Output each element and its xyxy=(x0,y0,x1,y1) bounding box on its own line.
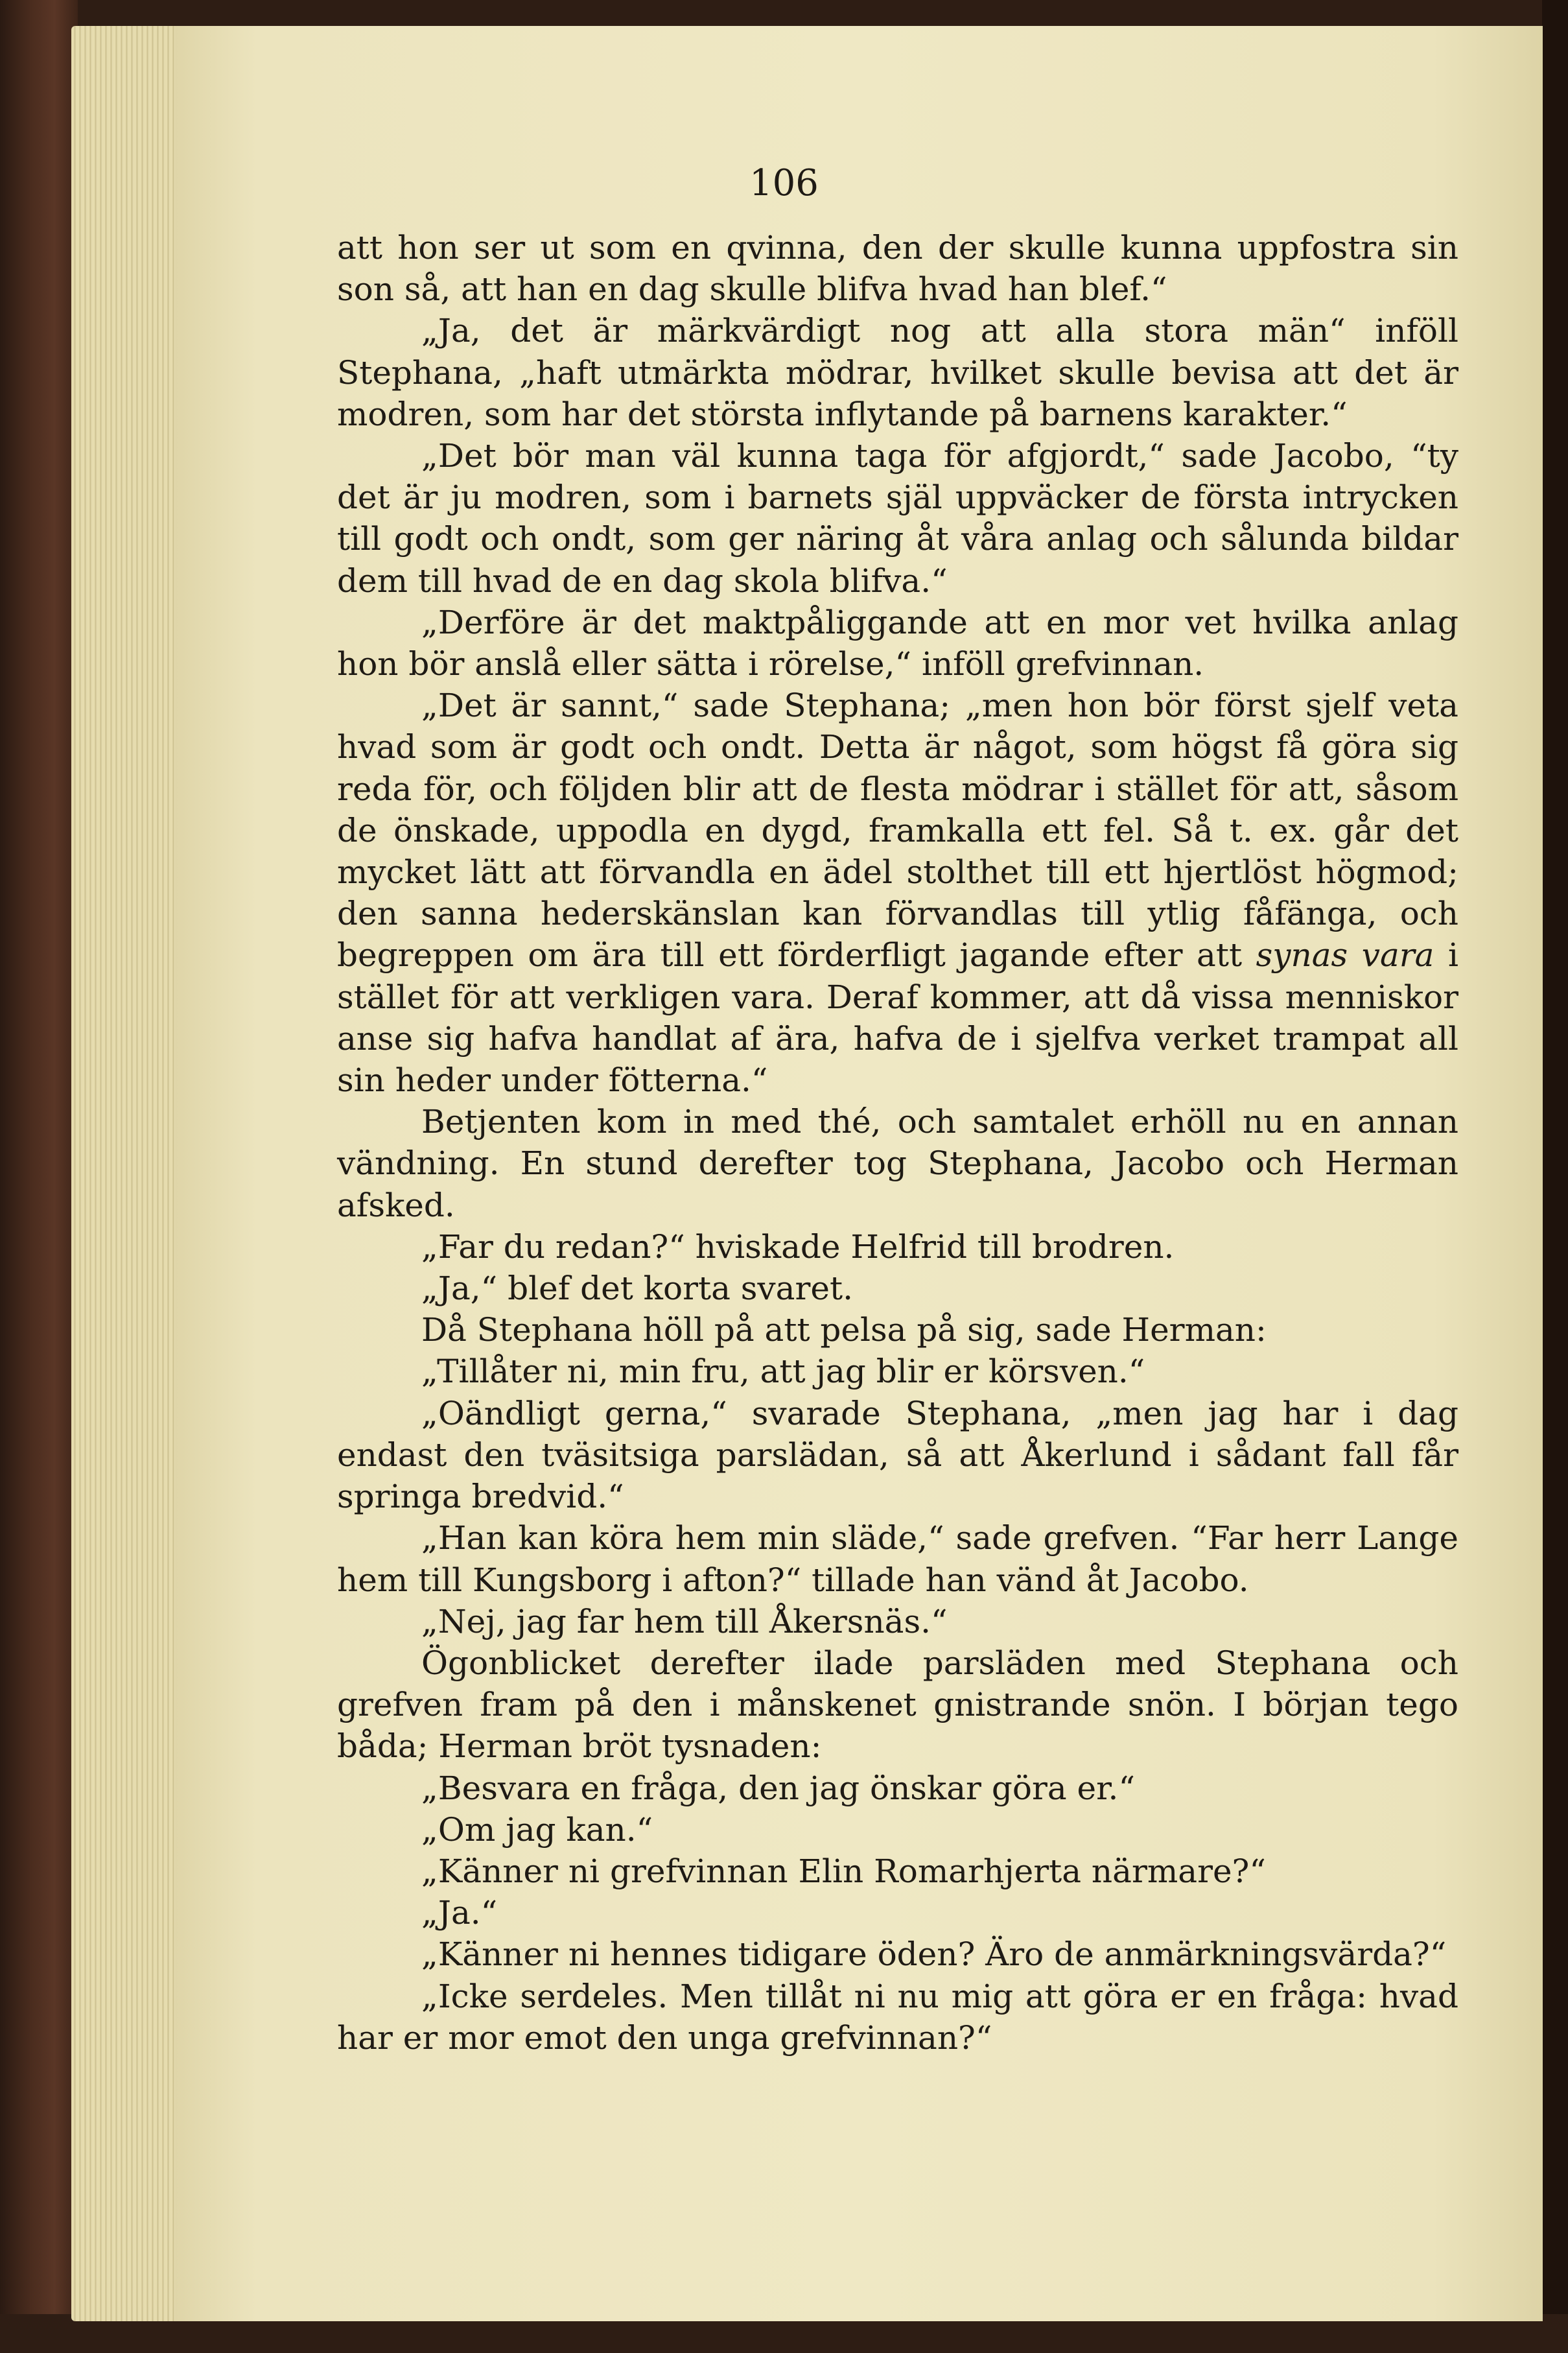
paragraph: „Nej, jag far hem till Åkersnäs.“ xyxy=(421,1602,948,1640)
paragraph: „Icke serdeles. Men tillåt ni nu mig att göra er en fråga: hvad har er mor emot den unga grefvinnan?“ xyxy=(337,1977,1458,2057)
paragraph: att hon ser ut som en qvinna, den der skulle kunna uppfostra sin son så, att han en dag skulle blifva hvad han blef.“ xyxy=(337,229,1458,309)
paragraph: „Tillåter ni, min fru, att jag blir er körsven.“ xyxy=(421,1353,1145,1391)
paragraph: „Känner ni hennes tidigare öden? Äro de anmärkningsvärda?“ xyxy=(421,1935,1447,1974)
paragraph: „Känner ni grefvinnan Elin Romarhjerta närmare?“ xyxy=(421,1852,1266,1890)
paragraph: „Ja,“ blef det korta svaret. xyxy=(421,1270,853,1308)
paragraph: „Det är sannt,“ sade Stephana; „men hon bör först sjelf veta hvad som är godt och ondt. Detta är något, som högst få göra sig reda för, och följden blir att de flesta mödrar i stället för att, såsom de önskade, uppodla en dygd, framkalla ett fel. Så t. ex. går det mycket lätt att förvandla en ädel stolthet till ett hjertlöst högmod; den sanna hederskänslan kan förvandlas till ytlig fåfänga, och begreppen om ära till ett förderfligt jagande efter att synas vara i stället för att verkligen vara. Deraf kommer, att då vissa menniskor anse sig hafva handlat af ära, hafva de i sjelfva verket trampat all sin heder under fötterna.“ xyxy=(337,687,1458,1100)
page-text xyxy=(337,227,1458,2059)
paragraph: Ögonblicket derefter ilade parsläden med Stephana och grefven fram på den i månskenet gnistrande snön. I början tego båda; Herman bröt tysnaden: xyxy=(337,1644,1458,1766)
paragraph: „Om jag kan.“ xyxy=(421,1810,653,1849)
paragraph: „Besvara en fråga, den jag önskar göra er.“ xyxy=(421,1769,1136,1807)
book-cover-left xyxy=(0,0,78,2353)
paragraph: „Han kan köra hem min släde,“ sade grefven. “Far herr Lange hem till Kungsborg i afton?“ tillade han vänd åt Jacobo. xyxy=(337,1519,1458,1599)
paragraph: „Ja.“ xyxy=(421,1894,498,1932)
paragraph: „Derföre är det maktpåliggande att en mor vet hvilka anlag hon bör anslå eller sätta i rörelse,“ inföll grefvinnan. xyxy=(337,603,1458,683)
paragraph: Betjenten kom in med thé, och samtalet erhöll nu en annan vändning. En stund derefter tog Stephana, Jacobo och Herman afsked. xyxy=(337,1103,1458,1224)
page-edges xyxy=(71,26,181,2321)
paragraph: „Det bör man väl kunna taga för afgjordt,“ sade Jacobo, “ty det är ju modren, som i barnets själ uppväcker de första intrycken till godt och ondt, som ger näring åt våra anlag och sålunda bildar dem till hvad de en dag skola blifva.“ xyxy=(337,437,1458,600)
page-number: 106 xyxy=(749,162,819,204)
paragraph: „Oändligt gerna,“ svarade Stephana, „men jag har i dag endast den tväsitsiga parslädan, så att Åkerlund i sådant fall får springa bredvid.“ xyxy=(337,1394,1458,1516)
italic-phrase: synas vara xyxy=(1256,936,1434,975)
paragraph: „Far du redan?“ hviskade Helfrid till brodren. xyxy=(421,1227,1175,1266)
paragraph: „Ja, det är märkvärdigt nog att alla stora män“ inföll Stephana, „haft utmärkta mödrar, hvilket skulle bevisa att det är modren, som har det största inflytande på barnens karakter.“ xyxy=(337,312,1458,433)
book-cover-right xyxy=(1542,0,1568,2353)
paragraph: Då Stephana höll på att pelsa på sig, sade Herman: xyxy=(421,1311,1267,1349)
